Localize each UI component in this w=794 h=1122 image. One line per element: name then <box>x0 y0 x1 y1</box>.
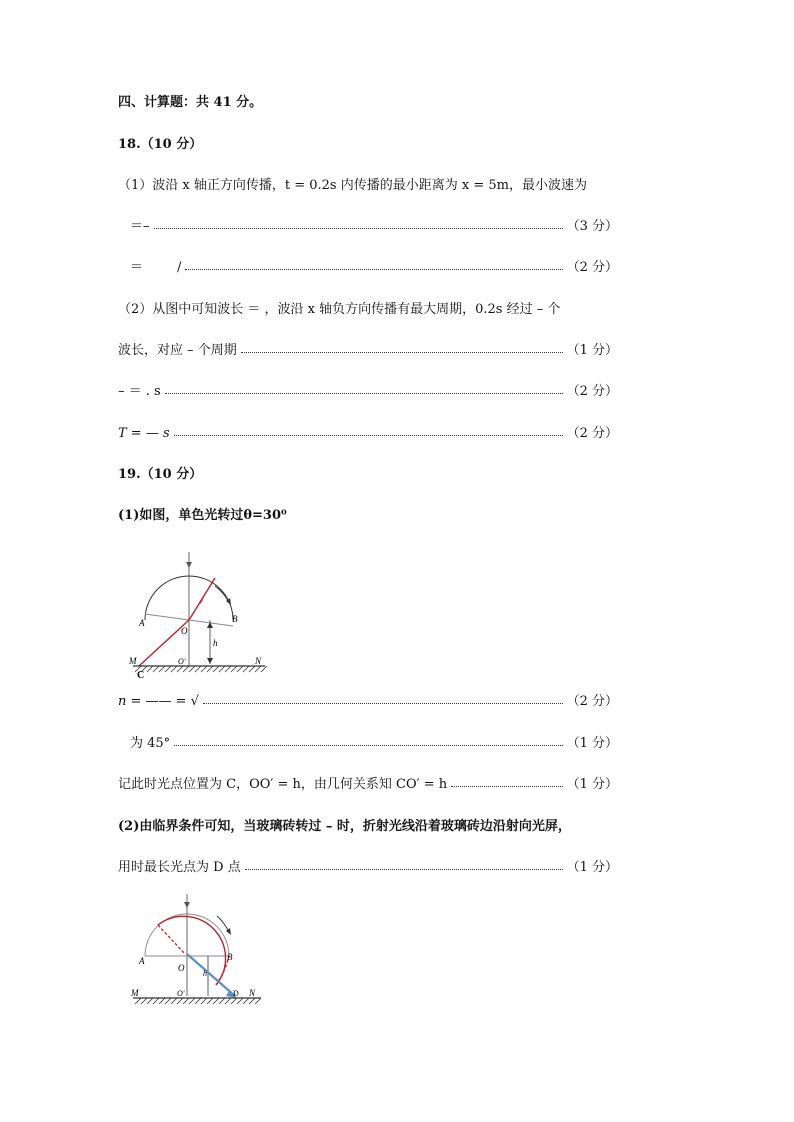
q19-eq-co-row: 记此时光点位置为 C，OO′ = h，由几何关系知 CO′ = h （1 分） <box>118 777 618 792</box>
q19-header: 19.（10 分） <box>118 467 203 482</box>
label-N: N <box>255 656 262 666</box>
q19-eq-angle-row: 为 45° （1 分） <box>130 736 618 751</box>
dot-leader <box>203 703 563 704</box>
q19-part2-cont: 用时最长光点为 D 点 （1 分） <box>118 860 618 875</box>
label-M: M <box>131 988 139 998</box>
q19-part2-text: (2)由临界条件可知，当玻璃砖转过 – 时，折射光线沿着玻璃砖边沿射向光屏， <box>118 819 571 834</box>
label-M: M <box>129 656 137 666</box>
dot-leader <box>165 393 563 394</box>
q18-eq1-row: ＝– （3 分） <box>130 219 618 234</box>
dot-leader <box>174 435 563 436</box>
dot-leader <box>245 869 563 870</box>
label-N: N <box>249 988 256 998</box>
label-h: h <box>213 638 218 648</box>
label-B: B <box>227 952 233 962</box>
q18-part2-text: （2）从图中可知波长 ＝ ，波沿 x 轴负方向传播有最大周期，0.2s 经过 – 个 <box>118 302 561 317</box>
label-O: O <box>178 963 185 973</box>
q19-part1-text: (1)如图，单色光转过θ=30⁰ <box>118 508 287 523</box>
label-O: O <box>181 626 188 636</box>
q18-eq2-row: ＝ / （2 分） <box>130 260 618 275</box>
q18-header: 18.（10 分） <box>118 137 203 152</box>
q18-eq4-row: T = — s （2 分） <box>118 426 618 441</box>
label-O-prime: O' <box>177 989 185 998</box>
q18-eq3-row: – ＝ . s （2 分） <box>118 384 618 399</box>
label-D: D <box>233 989 239 998</box>
q18-part2-cont: 波长，对应 – 个周期 （1 分） <box>118 343 618 358</box>
label-C: C <box>137 670 145 681</box>
dot-leader <box>241 352 563 353</box>
figure-1-refraction <box>125 548 275 683</box>
label-O-prime: O' <box>178 657 186 666</box>
q18-part1-text: （1）波沿 x 轴正方向传播，t = 0.2s 内传播的最小距离为 x = 5m，最小波速为 <box>118 178 587 193</box>
figure-2-critical-angle <box>125 892 275 1014</box>
section-title: 四、计算题：共 41 分。 <box>118 95 263 110</box>
label-B: B <box>232 614 238 624</box>
label-A: A <box>139 956 145 966</box>
label-A: A <box>139 618 145 628</box>
q19-eq-n-row: n = —— = √ （2 分） <box>118 694 618 709</box>
dot-leader <box>154 228 563 229</box>
dot-leader <box>185 269 562 270</box>
label-h: h <box>203 969 207 978</box>
dot-leader <box>174 745 562 746</box>
dot-leader <box>451 786 562 787</box>
